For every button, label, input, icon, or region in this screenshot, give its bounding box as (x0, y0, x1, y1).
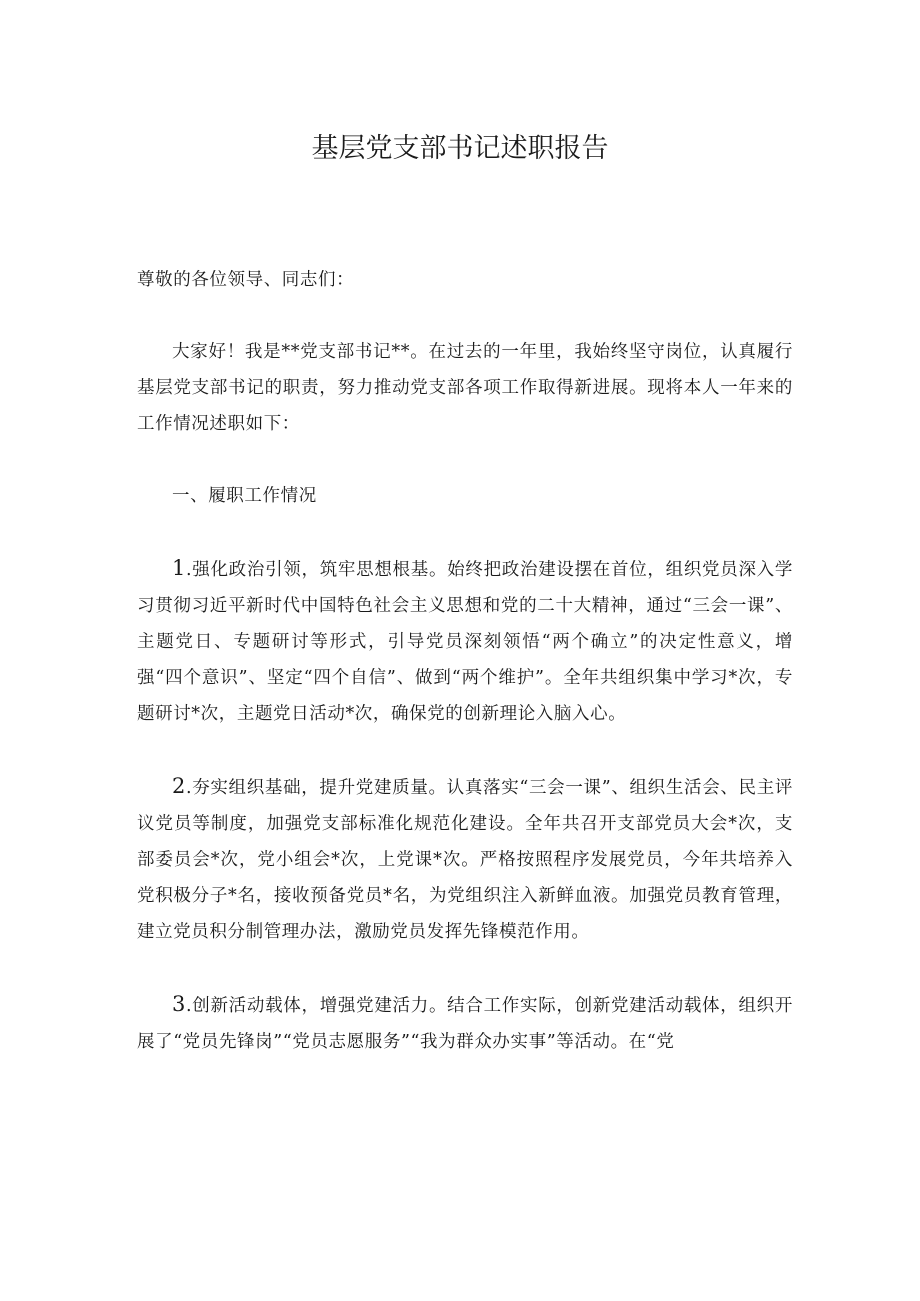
list-item (137, 986, 793, 1060)
item-number: 3 (172, 992, 186, 1016)
list-item (137, 768, 793, 950)
item-number: 2 (172, 774, 186, 798)
item-text: .夯实组织基础，提升党建质量。认真落实“三会一课”、组织生活会、民主评议党员等制度，加强党支部标准化规范化建设。全年共召开支部党员大会*次，支部委员会*次，党小组会*次，上党课*次。严格按照程序发展党员，今年共培养入党积极分子*名，接收预备党员*名，为党组织注入新鲜血液。加强党员教育管理，建立党员积分制管理办法，激励党员发挥先锋模范作用。 (137, 778, 793, 942)
item-text: .创新活动载体，增强党建活力。结合工作实际，创新党建活动载体，组织开展了“党员先锋岗”“党员志愿服务”“我为群众办实事”等活动。在“党 (137, 996, 793, 1052)
section-heading: 一、履职工作情况 (172, 486, 317, 506)
list-item (137, 550, 793, 732)
document-body (137, 262, 793, 1096)
page-title: 基层党支部书记述职报告 (311, 133, 609, 164)
item-number: 1 (172, 556, 186, 580)
intro-paragraph: 大家好！我是**党支部书记**。在过去的一年里，我始终坚守岗位，认真履行基层党支部书记的职责，努力推动党支部各项工作取得新进展。现将本人一年来的工作情况述职如下： (137, 342, 793, 434)
item-text: .强化政治引领，筑牢思想根基。始终把政治建设摆在首位，组织党员深入学习贯彻习近平新时代中国特色社会主义思想和党的二十大精神，通过“三会一课”、主题党日、专题研讨等形式，引导党员深刻领悟“两个确立”的决定性意义，增强“四个意识”、坚定“四个自信”、做到“两个维护”。全年共组织集中学习*次，专题研讨*次，主题党日活动*次，确保党的创新理论入脑入心。 (137, 560, 793, 724)
salutation: 尊敬的各位领导、同志们： (137, 270, 355, 290)
